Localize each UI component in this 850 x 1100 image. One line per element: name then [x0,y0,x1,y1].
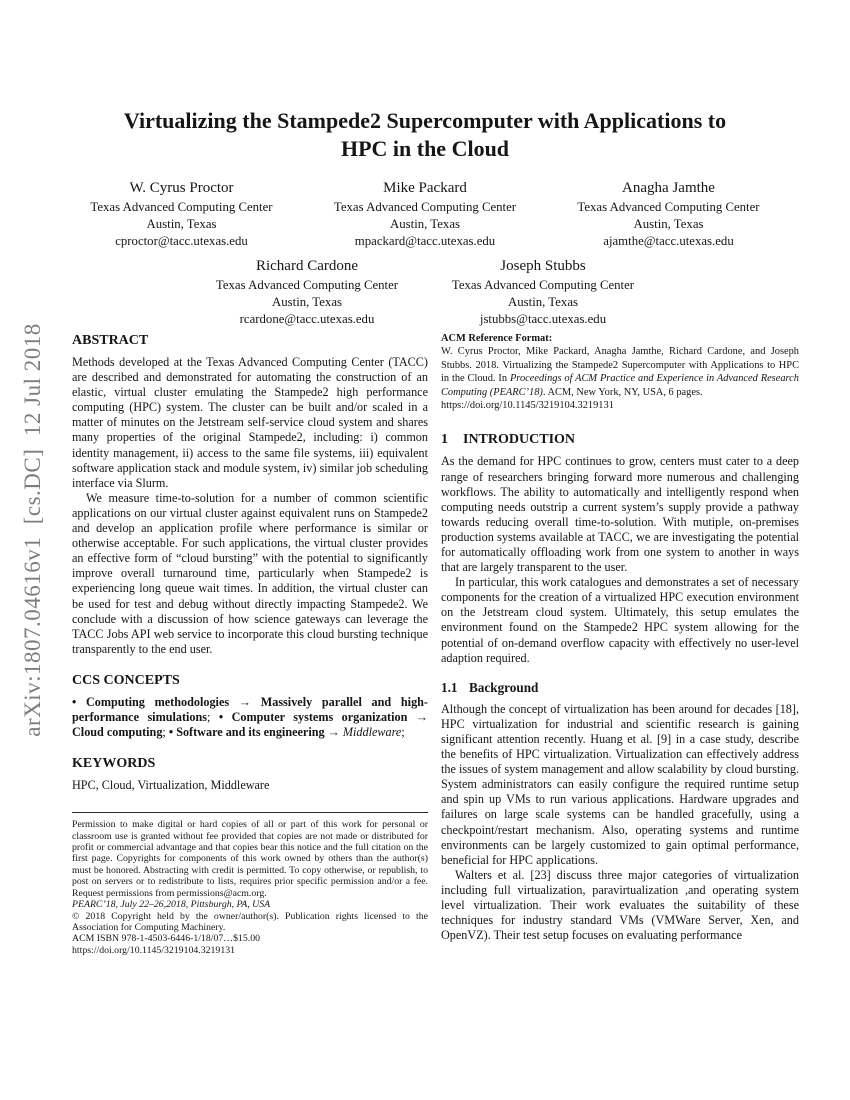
ccs-separator: ; [162,725,169,740]
author-card [60,180,303,250]
author-name: Anagha Jamthe [622,180,715,196]
author-name: W. Cyrus Proctor [129,180,234,196]
author-card [547,180,790,250]
ccs-bullet: • [72,694,86,709]
acm-reference-text: W. Cyrus Proctor, Mike Packard, Anagha Jamthe, Richard Cardone, and Joseph Stubbs. 2018. Virtualizing the Stampede2 Supercomputer with Applications to HPC in the Cloud. In [441,346,799,385]
author-city: Austin, Texas [508,295,578,309]
keywords-text: HPC, Cloud, Virtualization, Middleware [72,778,270,793]
abstract-paragraph-2: We measure time-to-solution for a number of common scientific applications on our virtual cluster against equivalent runs on Stampede2 and develop an application profile where performance is similar or otherwise acceptable. For such applications, the virtual cluster provides an effective form of “cloud bursting” with the potential to significantly improve overall turnaround time, particularly when Stampede2 is experiencing long queue wait times. In addition, the virtual cluster can be used for test and debug without directly impacting Stampede2. We conclude with a discussion of how science gateways can leverage the TACC Jobs API web service to incorporate this cloud bursting technique transparently to the end user. [72,490,428,656]
authors-row-2 [0,258,850,328]
copyright-line: © 2018 Copyright held by the owner/author(s). Publication rights licensed to the Association for Computing Machinery. [72,910,428,933]
author-name: Richard Cardone [255,258,359,274]
author-city: Austin, Texas [146,217,217,231]
ccs-group: Computing methodologies [85,694,230,709]
introduction-paragraph-2: In particular, this work catalogues and demonstrates a set of necessary components for the creation of a virtualized HPC execution environment on the Jetstream cloud system. Ultimately, this setup emulates the environment found on the Stampede2 HPC system allowing for the potential of on-demand overflow capacity with effectively no user-level adaption required. [441,575,799,665]
introduction-heading [441,431,799,448]
ccs-group: Software and its engineering [176,725,325,740]
paper-title [0,107,850,163]
ccs-concepts-text [72,695,428,740]
abstract-paragraph-1: Methods developed at the Texas Advanced Computing Center (TACC) are described and demonstrated for automating the construction of an elastic, virtual cluster emulating the Stampede2 high performance computing (HPC) system. The cluster can be built and/or scaled in a matter of minutes on the Jetstream self-service cloud system and shares many properties of the original Stampede2, including: i) common identity management, ii) access to the same file systems, iii) equivalent software application stack and module system, iv) similar job scheduling interface via Slurm. [72,355,428,490]
introduction-paragraph-1: As the demand for HPC continues to grow, centers must cater to a deep range of researchers bringing forward more numerous and challenging workflows. The ability to automatically and intelligently respond when computing needs outstrip a current system’s supply provide a pathway towards reducing overall time-to-solution. With mutiple, on-premises production systems available at TACC, we are investigating the potential for automatically offloading work from one system to another in ways that are largely transparent to the user. [441,454,799,575]
author-card [304,180,547,250]
paper-title-line1: Virtualizing the Stampede2 Supercomputer with Applications to [123,108,727,133]
author-email[interactable]: mpackard@tacc.utexas.edu [354,234,496,248]
acm-reference-block [441,332,799,412]
author-affiliation: Texas Advanced Computing Center [333,200,517,214]
ccs-arrow: → [324,725,343,740]
ccs-bullet: • [218,709,232,724]
arxiv-watermark-text: arXiv:1807.04616v1 [cs.DC] 12 Jul 2018 [20,323,45,737]
conference-line: PEARC’18, July 22–26,2018, Pittsburgh, PA, USA [72,899,271,911]
author-affiliation: Texas Advanced Computing Center [215,278,399,292]
background-heading [441,680,799,696]
author-email[interactable]: cproctor@tacc.utexas.edu [115,234,248,248]
author-affiliation: Texas Advanced Computing Center [90,200,273,214]
ccs-concept: Cloud computing [72,725,163,740]
doi-link[interactable]: https://doi.org/10.1145/3219104.3219131 [72,944,236,956]
background-paragraph-1: Although the concept of virtualization has been around for decades [18], HPC virtualization for industrial and scientific research is gaining significant attention recently. Huang et al. [9] in a case study, describe the benefits of HPC virtualization. Virtualization can effectively address the issues of system management and allow scalability by cloud bursting. System administrators can easily configure the required runtime setup and spin up VMs to run various applications. Hardware upgrades and failures on large scale systems can be handled gracefully, using a checkpoint/restart mechanism. Also, operating systems and runtime environments can be largely customized to gain optimal performance, beneficial for HPC applications. [441,701,799,867]
acm-reference-proceedings: Proceedings of ACM Practice and Experience in Advanced Research Computing (PEARC’18) [441,373,799,398]
author-email[interactable]: jstubbs@tacc.utexas.edu [479,312,607,326]
author-name: Joseph Stubbs [500,258,586,274]
author-city: Austin, Texas [272,295,342,309]
author-email[interactable]: ajamthe@tacc.utexas.edu [603,234,734,248]
author-card [189,258,425,328]
ccs-group: Computer systems organization [231,709,408,724]
background-paragraph-2: Walters et al. [23] discuss three major categories of virtualization including full virtualization, paravirtualization ,and operating system level virtualization. Their work evaluates the suitability of these techniques for industry standard VMs (VMWare Server, Xen, and OpenVZ). Their test setup focuses on evaluating performance [441,867,799,943]
ccs-arrow: → [407,709,428,724]
ccs-concept: Massively parallel and high-performance simulations [72,694,428,724]
subsection-title: Background [469,679,539,695]
author-card [425,258,661,328]
ccs-separator: ; [207,709,219,724]
ccs-bullet: • [168,725,177,740]
author-email[interactable]: rcardone@tacc.utexas.edu [239,312,375,326]
arxiv-watermark [8,250,58,810]
acm-reference-heading: ACM Reference Format: [441,333,553,344]
author-city: Austin, Texas [633,217,704,231]
right-column [441,332,799,943]
author-name: Mike Packard [383,180,467,196]
left-column [72,332,428,956]
ccs-arrow: → [229,694,261,709]
authors-row-1 [60,180,790,250]
section-number: 1 [441,432,448,448]
abstract-heading: ABSTRACT [72,333,149,348]
author-affiliation: Texas Advanced Computing Center [577,200,760,214]
author-city: Austin, Texas [390,217,460,231]
ccs-separator: ; [401,725,405,740]
ccs-heading: CCS CONCEPTS [72,672,180,688]
isbn-line: ACM ISBN 978-1-4503-6446-1/18/07…$15.00 [72,933,261,945]
keywords-heading: KEYWORDS [72,756,156,772]
section-title: INTRODUCTION [463,432,576,448]
author-affiliation: Texas Advanced Computing Center [451,278,635,292]
permission-text: Permission to make digital or hard copies of all or part of this work for personal or classroom use is granted without fee provided that copies are not made or distributed for profit or commercial advantage and that copies bear this notice and the full citation on the first page. Copyrights for components of this work owned by others than the author(s) must be honored. Abstracting with credit is permitted. To copy otherwise, or republish, to post on servers or to redistribute to lists, requires prior specific permission and/or a fee. Request permissions from permissions@acm.org. [72,819,428,899]
ccs-concept: Middleware [342,725,402,740]
paper-title-line2: HPC in the Cloud [340,136,510,161]
subsection-number: 1.1 [441,679,458,695]
acm-reference-tail: . ACM, New York, NY, USA, 6 pages. [542,386,703,398]
permission-block [72,812,428,956]
acm-reference-doi-link[interactable]: https://doi.org/10.1145/3219104.3219131 [441,400,614,412]
